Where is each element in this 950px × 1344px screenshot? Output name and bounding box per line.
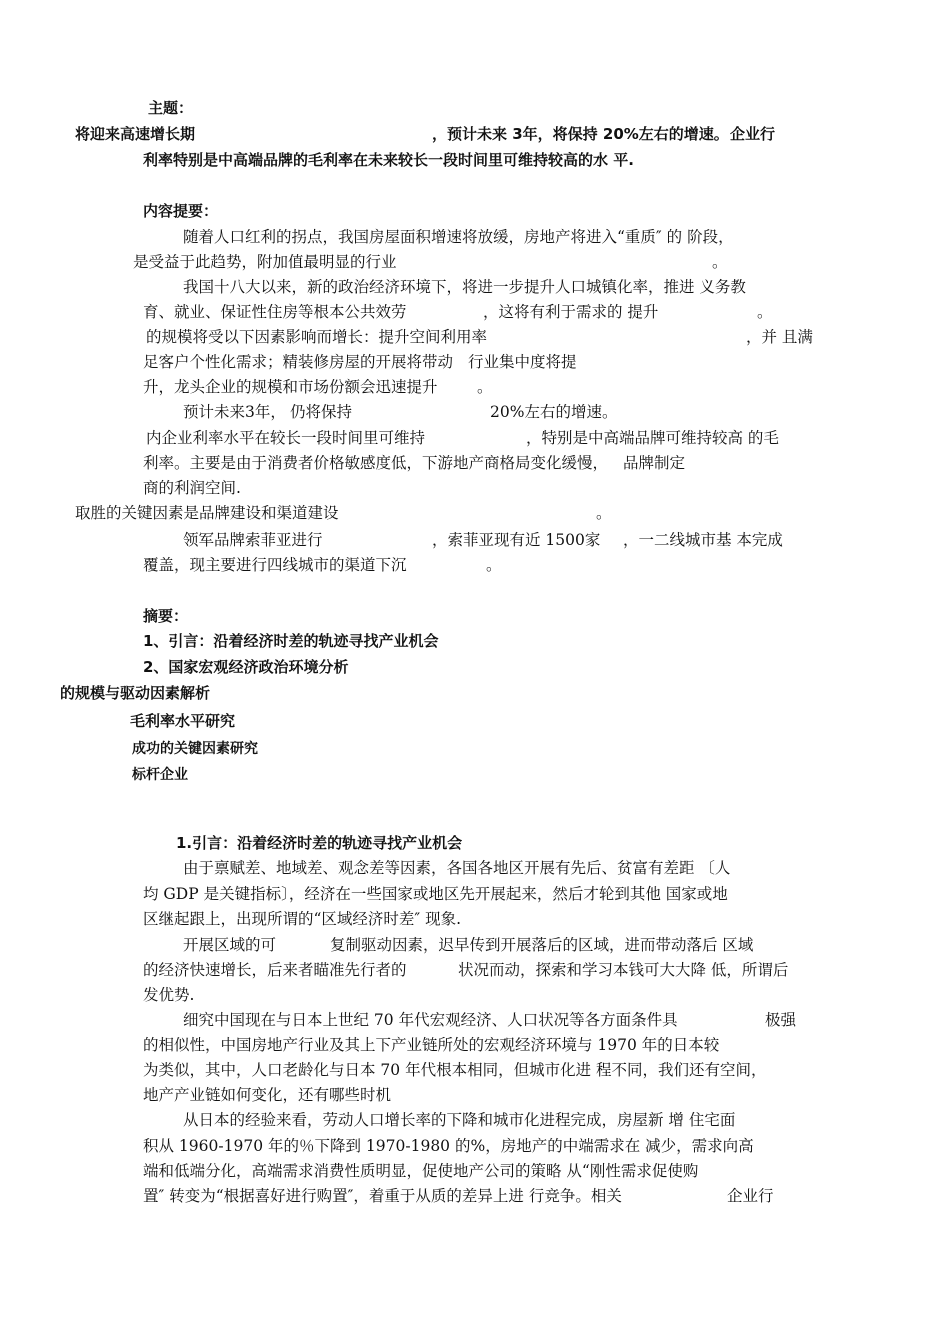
summary-p6-line1b: 仍将保持 bbox=[290, 403, 353, 421]
summary-p7-line2a: 利率。主要是由于消费者价格敏感度低，下游地产商格局变化缓慢， bbox=[143, 454, 609, 472]
summary-p4-line1b: 行业集中度将提 bbox=[468, 353, 577, 371]
abstract-item-3: 的规模与驱动因素解析 bbox=[60, 684, 211, 702]
summary-p8-line1a: 取胜的关键因素是品牌建设和渠道建设 bbox=[75, 504, 339, 522]
section-1-p3-line2: 的相似性，中国房地产行业及其上下产业链所处的宏观经济环境与 1970 年的日本较 bbox=[143, 1036, 720, 1054]
section-1-p1-line1: 由于禀赋差、地域差、观念差等因素，各国各地区开展有先后、贫富有差距 〔人 bbox=[183, 859, 731, 877]
summary-p2-line2c: 。 bbox=[757, 303, 773, 321]
theme-label: 主题： bbox=[148, 99, 194, 117]
summary-p1-line1: 随着人口红利的拐点，我国房屋面积增速将放缓，房地产将进入“重质″ 的 阶段， bbox=[183, 228, 734, 246]
summary-p1-line2b: 。 bbox=[712, 253, 728, 271]
abstract-item-1: 1、引言：沿着经济时差的轨迹寻找产业机会 bbox=[143, 632, 439, 650]
summary-p1-line2a: 是受益于此趋势，附加值最明显的行业 bbox=[133, 253, 397, 271]
summary-p9-line2a: 覆盖，现主要进行四线城市的渠道下沉 bbox=[143, 556, 407, 574]
section-1-p3-line1a: 细究中国现在与日本上世纪 70 年代宏观经济、人口状况等各方面条件具 bbox=[183, 1011, 678, 1029]
theme-line-2: 利率特别是中高端品牌的毛利率在未来较长一段时间里可维持较高的水 平. bbox=[143, 151, 634, 169]
abstract-label: 摘要： bbox=[143, 607, 189, 625]
summary-p7-line3: 商的利润空间. bbox=[143, 479, 241, 497]
summary-p7-line1a: 内企业利率水平在较长一段时间里可维持 bbox=[146, 429, 426, 447]
summary-p9-line1a: 领军品牌索菲亚进行 bbox=[183, 531, 323, 549]
abstract-item-4: 毛利率水平研究 bbox=[130, 712, 236, 730]
section-1-p1-line3: 区继起跟上，出现所谓的“区域经济时差″ 现象. bbox=[143, 910, 462, 928]
summary-p9-line1c: ，一二线城市基 本完成 bbox=[623, 531, 783, 549]
theme-line-1b: ，预计未来 3年，将保持 20%左右的增速。 bbox=[432, 125, 729, 143]
summary-p2-line2b: ，这将有利于需求的 提升 bbox=[483, 303, 659, 321]
theme-line-1c: 企业行 bbox=[730, 125, 776, 143]
section-1-p3-line1b: 极强 bbox=[765, 1011, 797, 1029]
section-1-p2-line1a: 开展区域的可 bbox=[183, 936, 277, 954]
section-1-p2-line2b: 状况而动，探索和学习本钱可大大降 低，所谓后 bbox=[458, 961, 789, 979]
summary-p2-line1: 我国十八大以来，新的政治经济环境下，将进一步提升人口城镇化率，推进 义务教 bbox=[183, 278, 746, 296]
section-1-p3-line3: 为类似，其中，人口老龄化与日本 70 年代根本相同，但城市化进 程不同，我们还有空间， bbox=[143, 1061, 767, 1079]
section-1-p1-line2: 均 GDP 是关键指标〕，经济在一些国家或地区先开展起来，然后才轮到其他 国家或地 bbox=[143, 885, 728, 903]
section-1-p4-line4a: 置″ 转变为“根据喜好进行购置″，着重于从质的差异上进 行竞争。相关 bbox=[143, 1187, 622, 1205]
section-1-p4-line2: 积从 1960-1970 年的％下降到 1970-1980 的%，房地产的中端需求在 减少，需求向高 bbox=[143, 1137, 754, 1155]
summary-p7-line1b: ，特别是中高端品牌可维持较高 的毛 bbox=[526, 429, 779, 447]
section-1-p4-line3: 端和低端分化，高端需求消费性质明显，促使地产公司的策略 从“刚性需求促使购 bbox=[143, 1162, 699, 1180]
summary-label: 内容提要： bbox=[143, 202, 219, 220]
section-1-p4-line4b: 企业行 bbox=[727, 1187, 774, 1205]
section-1-title: 1.引言：沿着经济时差的轨迹寻找产业机会 bbox=[176, 834, 463, 852]
abstract-item-2: 2、国家宏观经济政治环境分析 bbox=[143, 658, 349, 676]
summary-p2-line2a: 育、就业、保证性住房等根本公共效劳 bbox=[143, 303, 407, 321]
theme-line-1a: 将迎来高速增长期 bbox=[75, 125, 196, 143]
summary-p5-line1a: 升，龙头企业的规模和市场份额会迅速提升 bbox=[143, 378, 438, 396]
abstract-item-5: 成功的关键因素研究 bbox=[132, 741, 258, 757]
summary-p5-line1b: 。 bbox=[477, 378, 493, 396]
section-1-p2-line3: 发优势. bbox=[143, 986, 195, 1004]
summary-p8-line1b: 。 bbox=[596, 504, 612, 522]
summary-p4-line1a: 足客户个性化需求；精装修房屋的开展将带动 bbox=[143, 353, 454, 371]
summary-p9-line1b: ，索菲亚现有近 1500家 bbox=[432, 531, 601, 549]
section-1-p4-line1: 从日本的经验来看，劳动人口增长率的下降和城市化进程完成，房屋新 增 住宅面 bbox=[183, 1111, 736, 1129]
summary-p6-line1a: 预计未来3年， bbox=[183, 403, 286, 421]
section-1-p2-line2a: 的经济快速增长，后来者瞄准先行者的 bbox=[143, 961, 407, 979]
summary-p3-line1a: 的规模将受以下因素影响而增长：提升空间利用率 bbox=[146, 328, 488, 346]
abstract-item-6: 标杆企业 bbox=[132, 767, 188, 783]
section-1-p3-line4: 地产产业链如何变化，还有哪些时机 bbox=[143, 1086, 392, 1104]
summary-p7-line2b: 品牌制定 bbox=[623, 454, 686, 472]
summary-p3-line1b: ，并 且满 bbox=[746, 328, 813, 346]
summary-p6-line1c: 20%左右的增速。 bbox=[490, 403, 618, 421]
summary-p9-line2b: 。 bbox=[486, 556, 502, 574]
section-1-p2-line1b: 复制驱动因素，迟早传到开展落后的区域，进而带动落后 区域 bbox=[330, 936, 754, 954]
